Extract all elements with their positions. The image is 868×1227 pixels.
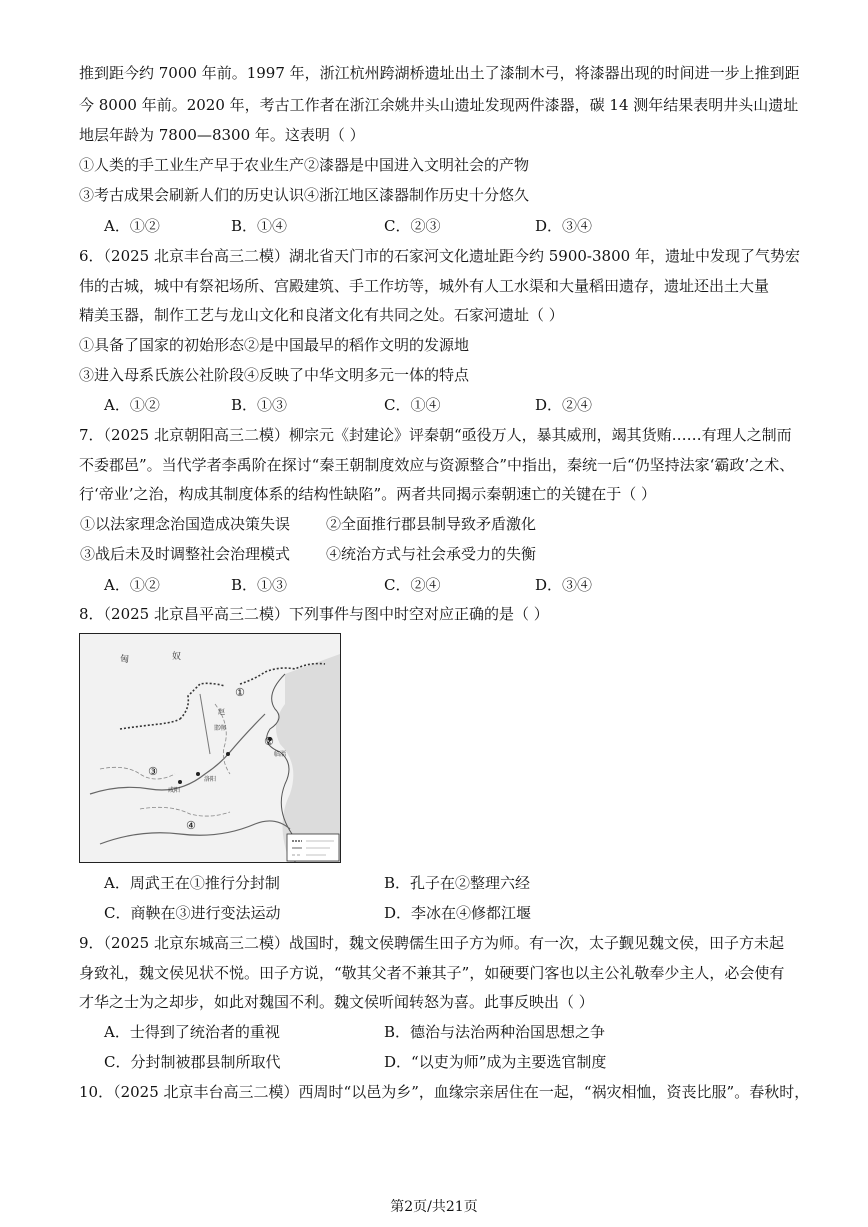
question-8-stem: 8．（2025 北京昌平高三二模）下列事件与图中时空对应正确的是（ ） <box>79 605 549 623</box>
text-line: 今 8000 年前。2020 年，考古工作者在浙江余姚井头山遗址发现两件漆器，碳 14 测年结果表明井头山遗址 <box>79 96 799 114</box>
text-line: 伟的古城，城中有祭祀场所、宫殿建筑、手工作坊等，城外有人工水渠和大量稻田遗存，遗址还出土大量 <box>79 277 770 295</box>
question-7-stem: 7．（2025 北京朝阳高三二模）柳宗元《封建论》评秦朝“亟役万人，暴其威刑，竭其货贿……有理人之制而 <box>79 426 792 444</box>
statement-line: ③考古成果会刷新人们的历史认识④浙江地区漆器制作历史十分悠久 <box>79 186 530 204</box>
option-d: D．李冰在④修都江堰 <box>384 904 532 922</box>
map-label: 临淄 <box>274 751 287 758</box>
map-marker-2: ② <box>264 735 274 748</box>
map-marker-4: ④ <box>186 819 196 832</box>
historical-map <box>79 633 341 863</box>
text-line: 精美玉器，制作工艺与龙山文化和良渚文化有共同之处。石家河遗址（ ） <box>79 306 564 324</box>
option-c: C．分封制被郡县制所取代 <box>104 1053 281 1071</box>
text-line: 地层年龄为 7800—8300 年。这表明（ ） <box>79 126 365 144</box>
option-b: B．①③ <box>231 576 288 594</box>
option-a: A．①② <box>104 217 160 235</box>
page-number: 第2页/共21页 <box>390 1199 478 1215</box>
question-10-stem: 10．（2025 北京丰台高三二模）西周时“以邑为乡”，血缘宗亲居住在一起，“祸灾相恤，资丧比服”。春秋时， <box>79 1083 810 1101</box>
map-label: 奴 <box>172 652 182 662</box>
option-d: D．③④ <box>535 217 593 235</box>
map-marker-1: ① <box>235 686 245 699</box>
option-b: B．孔子在②整理六经 <box>384 874 531 892</box>
option-d: D．“以吏为师”成为主要选官制度 <box>384 1053 607 1071</box>
option-b: B．①③ <box>231 396 288 414</box>
option-a: A．周武王在①推行分封制 <box>104 874 280 892</box>
text-line: 才华之士为之却步，如此对魏国不利。魏文侯听闻转怒为喜。此事反映出（ ） <box>79 993 594 1011</box>
map-label: 赵 <box>218 708 225 716</box>
option-a: A．士得到了统治者的重视 <box>104 1023 280 1041</box>
statement-line: ③进入母系氏族公社阶段④反映了中华文明多元一体的特点 <box>79 366 470 384</box>
map-label: 匈 <box>120 655 130 665</box>
option-b: B．德治与法治两种治国思想之争 <box>384 1023 606 1041</box>
map-marker-3: ③ <box>148 765 158 778</box>
text-line: 推到距今约 7000 年前。1997 年，浙江杭州跨湖桥遗址出土了漆制木弓，将漆器出现的时间进一步上推到距 <box>79 64 800 82</box>
statement-2: ②全面推行郡县制导致矛盾激化 <box>326 515 537 533</box>
statement-line: ①具备了国家的初始形态②是中国最早的稻作文明的发源地 <box>79 336 470 354</box>
statement-4: ④统治方式与社会承受力的失衡 <box>326 545 537 563</box>
option-c: C．商鞅在③进行变法运动 <box>104 904 281 922</box>
option-d: D．③④ <box>535 576 593 594</box>
option-c: C．①④ <box>384 396 441 414</box>
question-6-stem: 6．（2025 北京丰台高三二模）湖北省天门市的石家河文化遗址距今约 5900-3800 年，遗址中发现了气势宏 <box>79 247 800 265</box>
statement-line: ①人类的手工业生产早于农业生产②漆器是中国进入文明社会的产物 <box>79 156 530 174</box>
option-d: D．②④ <box>535 396 593 414</box>
map-label: 邯郸 <box>214 725 227 732</box>
option-c: C．②④ <box>384 576 441 594</box>
option-a: A．①② <box>104 576 160 594</box>
text-line: 不委郡邑”。当代学者李禹阶在探讨“秦王朝制度效应与资源整合”中指出，秦统一后“仍坚持法家‘霸政’之术、 <box>79 456 795 474</box>
option-a: A．①② <box>104 396 160 414</box>
option-b: B．①④ <box>231 217 288 235</box>
option-c: C．②③ <box>384 217 441 235</box>
statement-3: ③战后未及时调整社会治理模式 <box>80 545 291 563</box>
statement-1: ①以法家理念治国造成决策失误 <box>80 515 291 533</box>
map-label: 咸阳 <box>168 787 181 794</box>
map-label: 洛阳 <box>204 776 217 783</box>
text-line: 身致礼，魏文侯见状不悦。田子方说，“敬其父者不兼其子”，如硬要门客也以主公礼敬奉少主人，必会使有 <box>79 964 785 982</box>
question-9-stem: 9．（2025 北京东城高三二模）战国时，魏文侯聘儒生田子方为师。有一次，太子觐见魏文侯，田子方未起 <box>79 934 784 952</box>
text-line: 行‘帝业’之治，构成其制度体系的结构性缺陷”。两者共同揭示秦朝速亡的关键在于（ ） <box>79 485 656 503</box>
